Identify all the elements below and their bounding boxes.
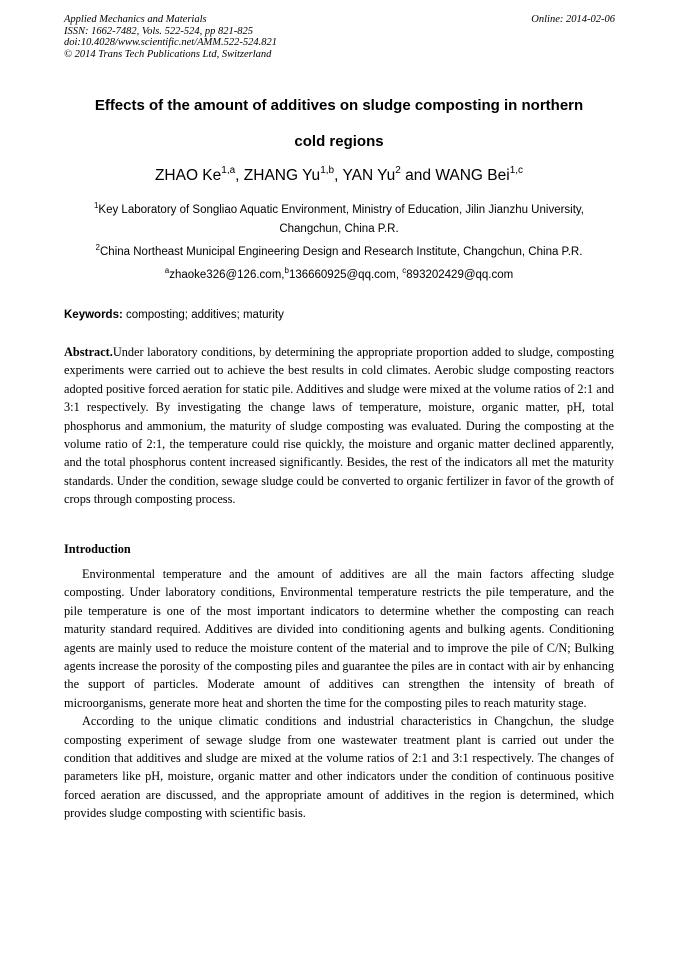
section-heading-introduction: Introduction <box>64 542 131 556</box>
paragraph: According to the unique climatic conditions and industrial characteristics in Changchun, the sludge composting experiment of sewage sludge from one wastewater treatment plant is carried out under the condition that additives and sludge are mixed at the volume ratios of 2:1 and 3:1 respectively. The changes of parameters like pH, moisture, organic matter and other indicators under the condition of continuous positive forced aeration are discussed, and the appropriate amount of additives in the region is determined, which provides sludge composting with scientific basis. <box>64 714 614 821</box>
author-separator: , <box>334 167 343 184</box>
author-separator: , <box>235 167 244 184</box>
author-sup: 1,a <box>221 165 236 176</box>
affiliation-sup: 1 <box>93 201 99 210</box>
keywords-text: composting; additives; maturity <box>122 309 284 321</box>
abstract-text: Under laboratory conditions, by determining the appropriate proportion added to sludge, composting experiments were carried out to achieve the best results in cold climates. Aerobic sludge composting reactors adopted positive forced aeration for static pile. Additives and sludge were mixed at the volume ratios of 2:1 and 3:1 respectively. By investigating the change laws of temperature, moisture, organic matter, pH, total phosphorus and ammonium, the maturity of sludge composting was evaluated. During the composting at the volume ratio of 2:1, the temperature could rise quickly, the moisture and organic matter declined apparently, and the total phosphorus content increased significantly. Besides, the rest of the indicators all met the maturity standards. Under the condition, sewage sludge could be converted to organic fertilizer in favor of the growth of crops through composting process. <box>64 345 614 507</box>
affiliation-sup: 2 <box>95 243 100 252</box>
introduction-body <box>64 565 614 823</box>
author-sup: 1,c <box>509 165 524 176</box>
email-address[interactable]: zhaoke326@126.com <box>169 269 282 281</box>
title-line-1: Effects of the amount of additives on sludge composting in northern <box>94 97 584 114</box>
paragraph: Environmental temperature and the amount of additives are all the main factors affecting sludge composting. Under laboratory conditions, Environmental temperature restricts the pile temperature, and the pile temperature is one of the most important indicators to determine whether the composting can reach maturity standard required. Additives are divided into conditioning agents and bulking agents. Conditioning agents are mainly used to reduce the moisture content of the material and to improve the pile of C/N; Bulking agents increase the porosity of the composting piles and guarantee the piles are in contact with air by enhancing the support of particles. Moderate amount of additives can strengthen the intensity of breath of microorganisms, generate more heat and shorten the time for the composting piles to reach maturity stage. <box>64 567 614 710</box>
affiliation-text: Key Laboratory of Songliao Aquatic Environment, Ministry of Education, Jilin Jianzhu University, Changchun, China P.R. <box>98 204 585 235</box>
email-address[interactable]: 136660925@qq.com <box>288 269 396 281</box>
paper-title <box>64 88 614 160</box>
affiliation-text: China Northeast Municipal Engineering Design and Research Institute, Changchun, China P.R. <box>100 246 583 258</box>
author-name: WANG Bei <box>435 167 510 184</box>
email-separator: , <box>281 269 285 281</box>
title-line-2: cold regions <box>294 133 384 150</box>
keywords-label: Keywords: <box>64 309 123 321</box>
issn-line: ISSN: 1662-7482, Vols. 522-524, pp 821-825 <box>64 25 253 37</box>
email-sup: a <box>164 266 170 275</box>
copyright-line: © 2014 Trans Tech Publications Ltd, Switzerland <box>64 48 272 60</box>
author-name: ZHANG Yu <box>243 167 321 184</box>
email-sup: b <box>284 266 289 275</box>
keywords <box>64 306 614 325</box>
abstract-label: Abstract. <box>64 345 113 359</box>
author-name: YAN Yu <box>342 167 396 184</box>
email-separator: , <box>395 269 403 281</box>
author-name: ZHAO Ke <box>154 167 222 184</box>
doi-line: doi:10.4028/www.scientific.net/AMM.522-524.821 <box>64 37 277 49</box>
email-sup: c <box>402 266 407 275</box>
author-sup: 1,b <box>320 165 335 176</box>
abstract <box>64 343 614 509</box>
author-list <box>64 166 614 186</box>
email-address[interactable]: 893202429@qq.com <box>406 269 514 281</box>
email-list <box>64 266 614 285</box>
author-separator: and <box>400 167 436 184</box>
online-date: Online: 2014-02-06 <box>531 14 615 25</box>
affiliation-2 <box>64 243 614 262</box>
journal-name: Applied Mechanics and Materials <box>64 14 207 25</box>
author-sup: 2 <box>395 165 401 176</box>
journal-header <box>64 14 277 60</box>
affiliation-1 <box>64 201 614 239</box>
